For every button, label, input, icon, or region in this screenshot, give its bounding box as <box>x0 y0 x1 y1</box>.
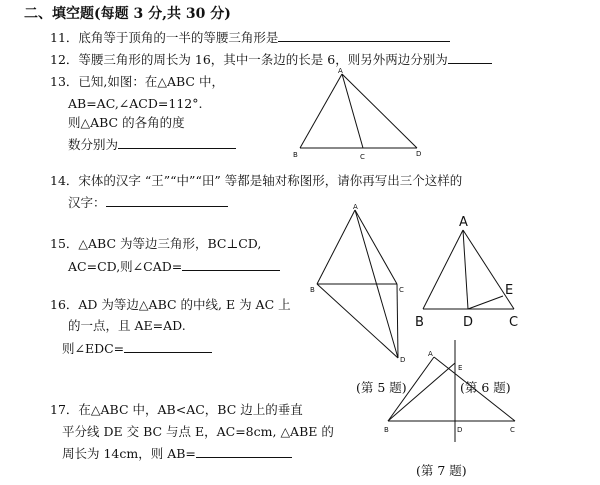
fig15-side-ac <box>355 210 397 284</box>
answer-blank-13[interactable] <box>118 136 236 149</box>
fig17-segment-be <box>388 363 455 421</box>
question-16-line1: 16．AD 为等边△ABC 的中线, E 为 AC 上 <box>50 297 291 312</box>
answer-blank-15[interactable] <box>182 258 280 271</box>
answer-blank-17[interactable] <box>196 445 292 458</box>
caption-figure-5: (第 5 题) <box>356 380 407 395</box>
fig17-side-ac <box>434 357 515 421</box>
section-title: 二、填空题(每题 3 分,共 30 分) <box>24 6 231 22</box>
fig16-label-b: B <box>415 315 424 330</box>
fig13-side-ad <box>342 74 417 148</box>
figure-q17 <box>370 338 530 444</box>
fig16-segment-de <box>468 296 503 309</box>
fig17-label-a: A <box>428 350 433 358</box>
fig17-label-d: D <box>457 426 463 434</box>
fig16-side-ab <box>423 230 463 309</box>
answer-blank-16[interactable] <box>124 340 212 353</box>
question-17-line1: 17．在△ABC 中，AB<AC，BC 边上的垂直 <box>50 402 303 417</box>
answer-blank-14[interactable] <box>106 194 228 207</box>
fig16-label-e: E <box>505 283 514 298</box>
answer-blank-11[interactable] <box>278 29 450 42</box>
question-15-line2 <box>68 258 280 275</box>
question-11 <box>50 29 450 46</box>
fig16-label-d: D <box>463 315 474 330</box>
fig13-label-c: C <box>360 153 365 161</box>
question-13-line1: 13．已知,如图：在△ABC 中， <box>50 74 224 89</box>
fig15-label-d: D <box>400 356 406 364</box>
fig13-label-a: A <box>338 67 343 75</box>
question-11-text: 11．底角等于顶角的一半的等腰三角形是 <box>50 30 279 45</box>
fig13-side-ab <box>300 74 342 148</box>
question-16-line3 <box>62 340 212 357</box>
fig15-side-ab <box>317 210 355 284</box>
fig16-median-ad <box>463 230 468 309</box>
answer-blank-12[interactable] <box>448 51 492 64</box>
fig16-label-a: A <box>459 215 468 230</box>
question-14-line2 <box>68 194 228 211</box>
question-14-line2-text: 汉字： <box>68 195 106 210</box>
caption-figure-7: (第 7 题) <box>416 463 467 478</box>
question-12-text: 12．等腰三角形的周长为 16，其中一条边的长是 6，则另外两边分别为 <box>50 52 448 67</box>
question-13-line2: AB=AC,∠ACD=112°. <box>68 96 203 111</box>
question-15-line2-text: AC=CD,则∠CAD= <box>68 259 183 274</box>
fig13-label-b: B <box>293 151 298 159</box>
fig17-label-e: E <box>458 364 463 372</box>
question-17-line3 <box>62 445 292 462</box>
question-17-line2: 平分线 DE 交 BC 与点 E，AC=8cm, △ABE 的 <box>62 424 334 439</box>
fig13-side-ac <box>342 74 363 148</box>
figure-q16 <box>410 210 530 330</box>
fig17-side-ab <box>388 357 434 421</box>
question-13-line4 <box>68 136 236 153</box>
fig16-label-c: C <box>509 315 519 330</box>
fig13-label-d: D <box>416 150 422 158</box>
fig15-label-a: A <box>353 203 358 211</box>
fig17-label-c: C <box>510 426 515 434</box>
caption-figure-6: (第 6 题) <box>460 380 511 395</box>
question-15-line1: 15．△ABC 为等边三角形，BC⊥CD, <box>50 236 262 251</box>
question-17-line3-text: 周长为 14cm，则 AB= <box>62 446 196 461</box>
fig17-label-b: B <box>384 426 389 434</box>
question-16-line2: 的一点，且 AE=AD. <box>68 318 186 333</box>
fig15-label-b: B <box>310 286 315 294</box>
figure-q13 <box>290 66 430 164</box>
question-13-line4-text: 数分别为 <box>68 137 119 152</box>
question-14-line1: 14．宋体的汉字 “王”“中”“田” 等都是轴对称图形，请你再写出三个这样的 <box>50 173 463 188</box>
question-16-line3-text: 则∠EDC= <box>62 341 125 356</box>
fig15-label-c: C <box>399 286 404 294</box>
question-13-line3: 则△ABC 的各角的度 <box>68 115 185 130</box>
